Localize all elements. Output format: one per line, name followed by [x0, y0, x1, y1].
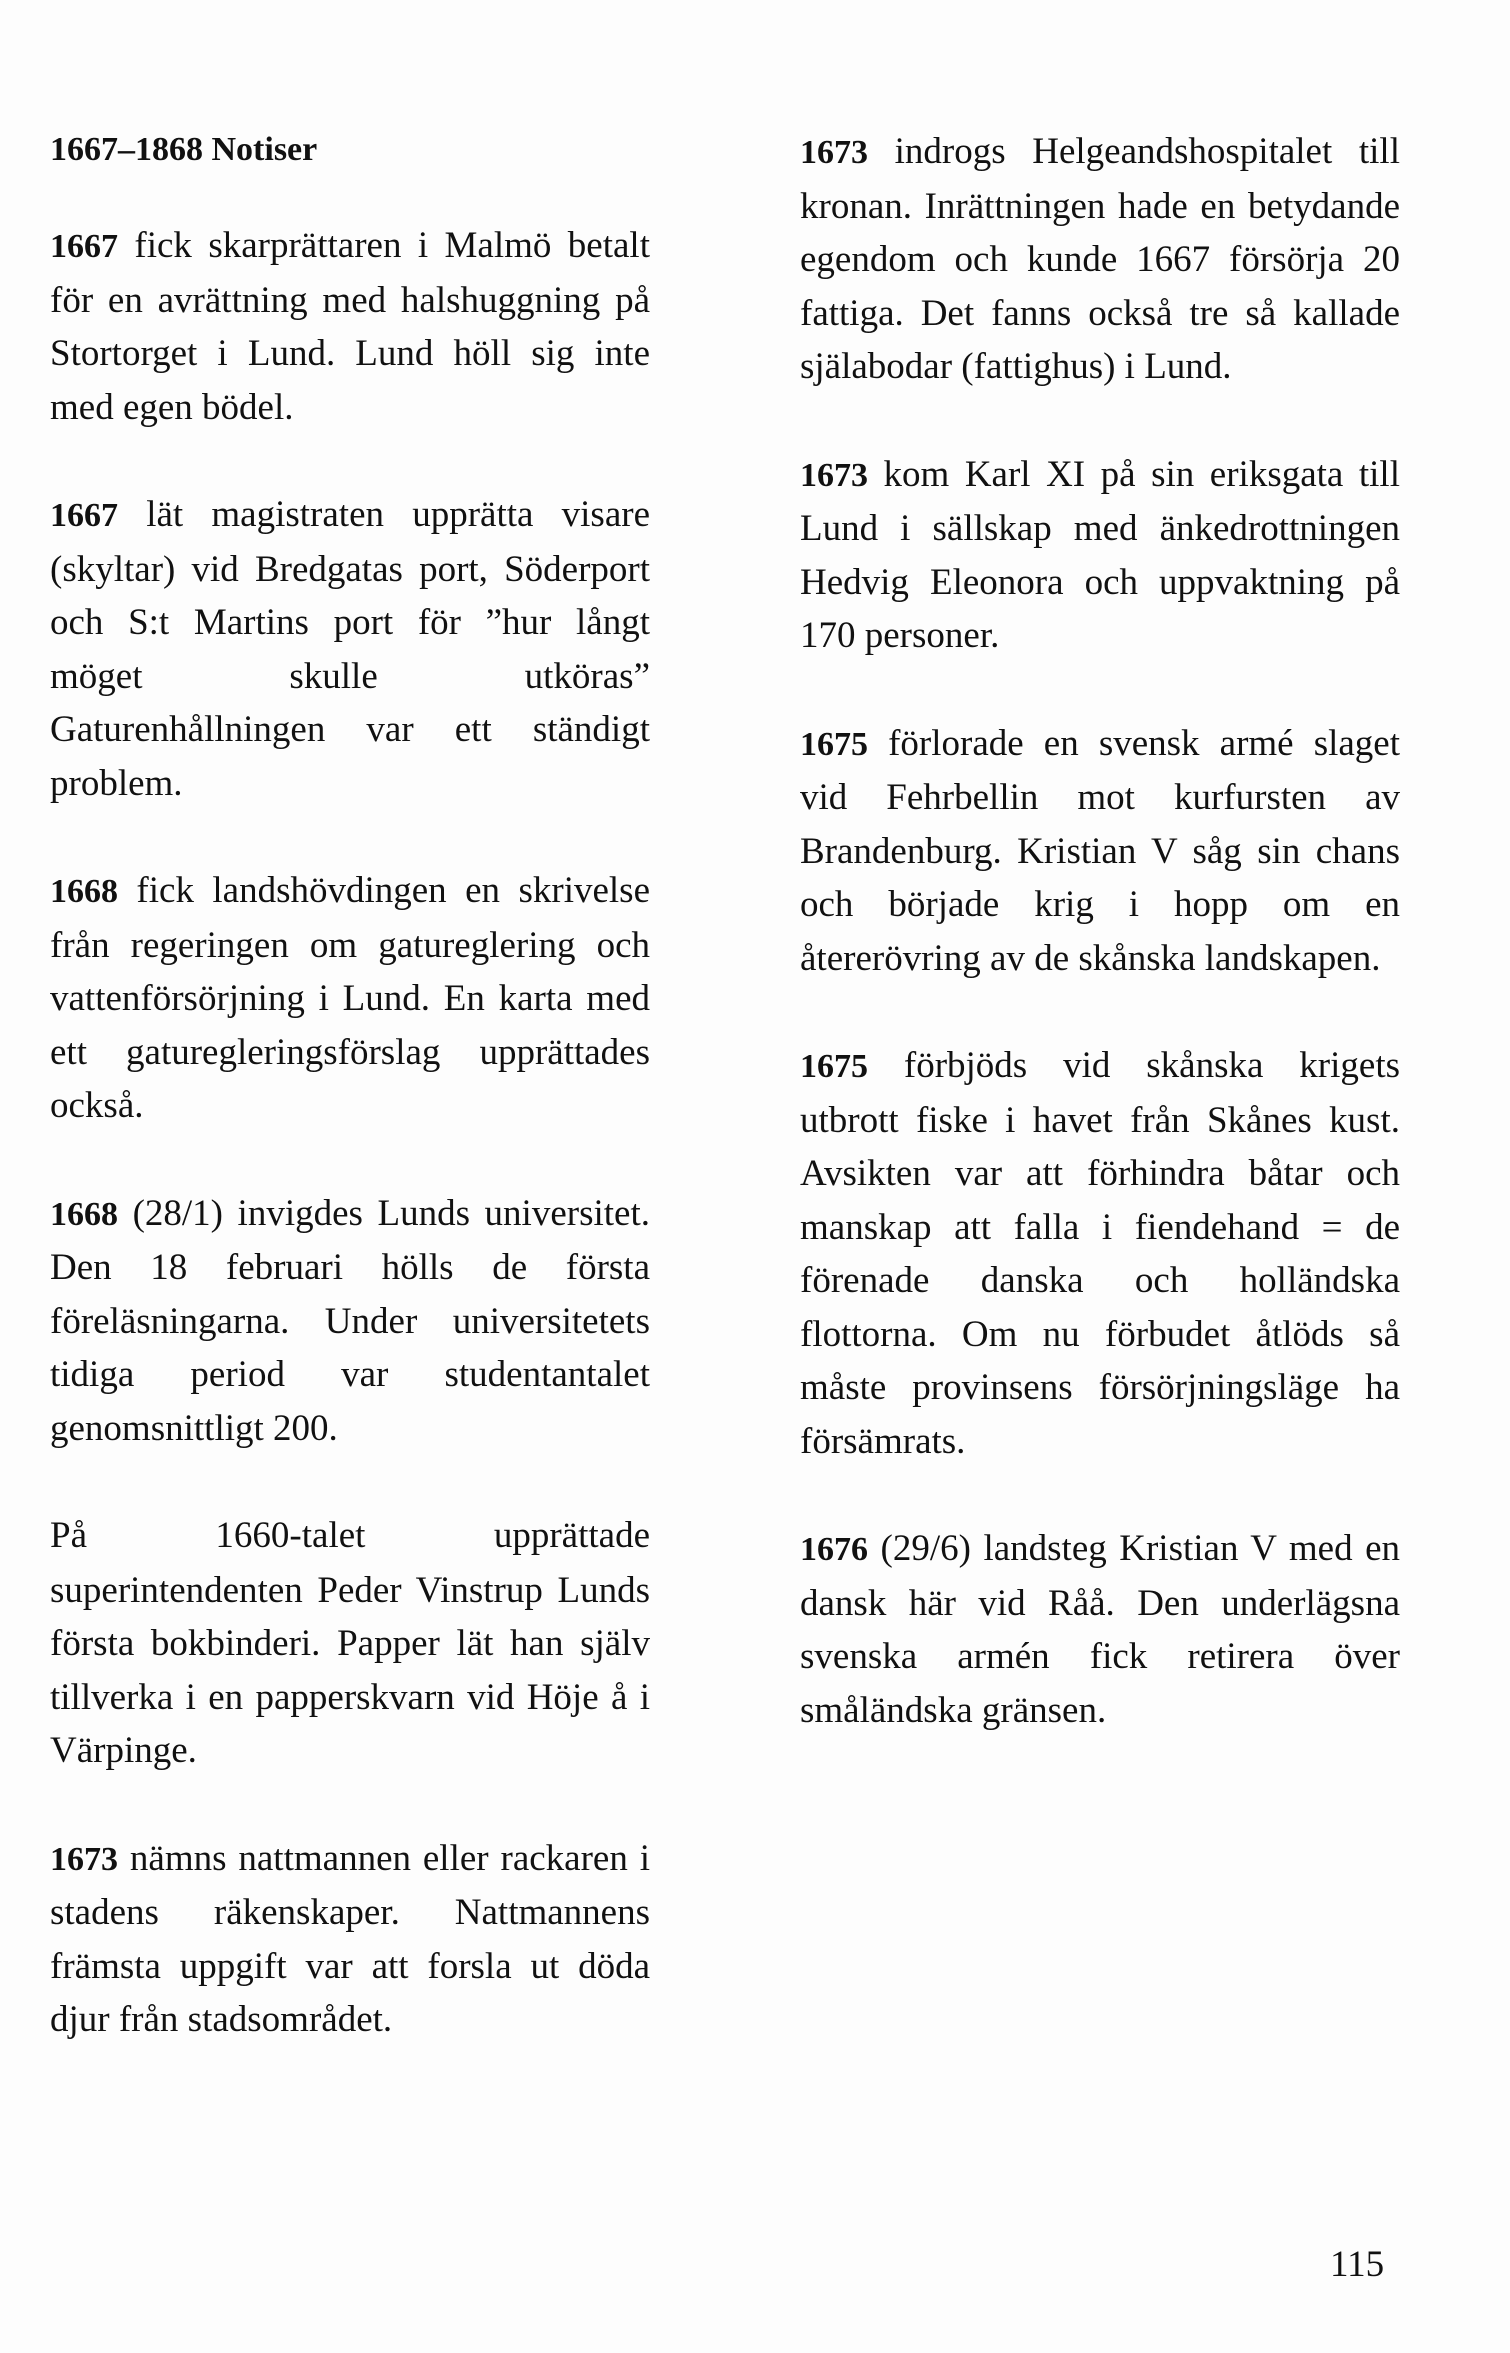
entry — [50, 864, 650, 1133]
entry-text: nämns nattmannen eller rackaren i stadens räkenskaper. Nattmannens främsta uppgift var att forsla ut döda djur från stadsområdet. — [50, 1837, 650, 2040]
entry-text: lät magistraten upprätta visare (skyltar) vid Bredgatas port, Söderport och S:t Martins port för ”hur långt möget skulle utköras” Gaturenhållningen var ett ständigt problem. — [50, 494, 650, 804]
page-heading: 1667–1868 Notiser — [50, 131, 318, 168]
entry-text: förbjöds vid skånska krigets utbrott fiske i havet från Skånes kust. Avsikten var att förhindra båtar och manskap att falla i fiendehand = de förenade danska och holländska flottorna. Om nu förbudet åtlöds så måste provinsens försörjningsläge ha försämrats. — [800, 1045, 1400, 1462]
entry — [50, 1509, 650, 1778]
entry-text: kom Karl XI på sin eriksgata till Lund i sällskap med änkedrottningen Hedvig Eleonora och uppvaktning på 170 personer. — [800, 453, 1400, 656]
entry — [800, 125, 1400, 394]
entry-text: indrogs Helgeandshospitalet till kronan. Inrättningen hade en betydande egendom och kunde 1667 försörja 20 fattiga. Det fanns också tre så kallade själabodar (fattighus) i Lund. — [800, 131, 1400, 387]
entry-year: 1673 — [800, 134, 868, 171]
entry-year: 1675 — [800, 725, 868, 763]
entry — [50, 219, 650, 434]
entry — [50, 1187, 650, 1456]
left-column — [50, 125, 650, 2101]
entry — [800, 1039, 1400, 1468]
entry-year: 1668 — [50, 1195, 118, 1233]
entry-year: 1675 — [800, 1048, 868, 1085]
entry-year: 1667 — [50, 228, 118, 265]
entry — [800, 1522, 1400, 1737]
entry-text: fick landshövdingen en skrivelse från regeringen om gatureglering och vattenförsörjning i Lund. En karta med ett gaturegleringsförslag upprättades också. — [50, 870, 650, 1126]
entry-year: 1676 — [800, 1531, 868, 1568]
entry-text: (28/1) invigdes Lunds universitet. Den 18 februari hölls de första föreläsningarna. Under universitetets tidiga period var studentantalet genomsnittligt 200. — [50, 1192, 650, 1449]
entry-text: (29/6) landsteg Kristian V med en dansk här vid Råå. Den underlägsna svenska armén fick retirera över småländska gränsen. — [800, 1528, 1400, 1731]
entry-year: 1673 — [800, 456, 868, 494]
entry-year: 1673 — [50, 1840, 118, 1878]
entry — [800, 717, 1400, 986]
entry-text: fick skarprättaren i Malmö betalt för en avrättning med halshuggning på Stortorget i Lund. Lund höll sig inte med egen bödel. — [50, 225, 650, 428]
right-column — [800, 125, 1400, 1791]
page-number: 115 — [1330, 2244, 1385, 2285]
entry-text: På 1660-talet upprättade superintendenten Peder Vinstrup Lunds första bokbinderi. Papper lät han själv tillverka i en papperskvarn vid Höje å i Värpinge. — [50, 1515, 650, 1771]
entry — [50, 488, 650, 810]
entry-year: 1667 — [50, 497, 118, 534]
entry — [800, 448, 1400, 663]
entry-text: förlorade en svensk armé slaget vid Fehrbellin mot kurfursten av Brandenburg. Kristian V såg sin chans och började krig i hopp om en återerövring av de skånska landskapen. — [800, 722, 1400, 979]
entry-year: 1668 — [50, 873, 118, 910]
entry — [50, 1832, 650, 2047]
